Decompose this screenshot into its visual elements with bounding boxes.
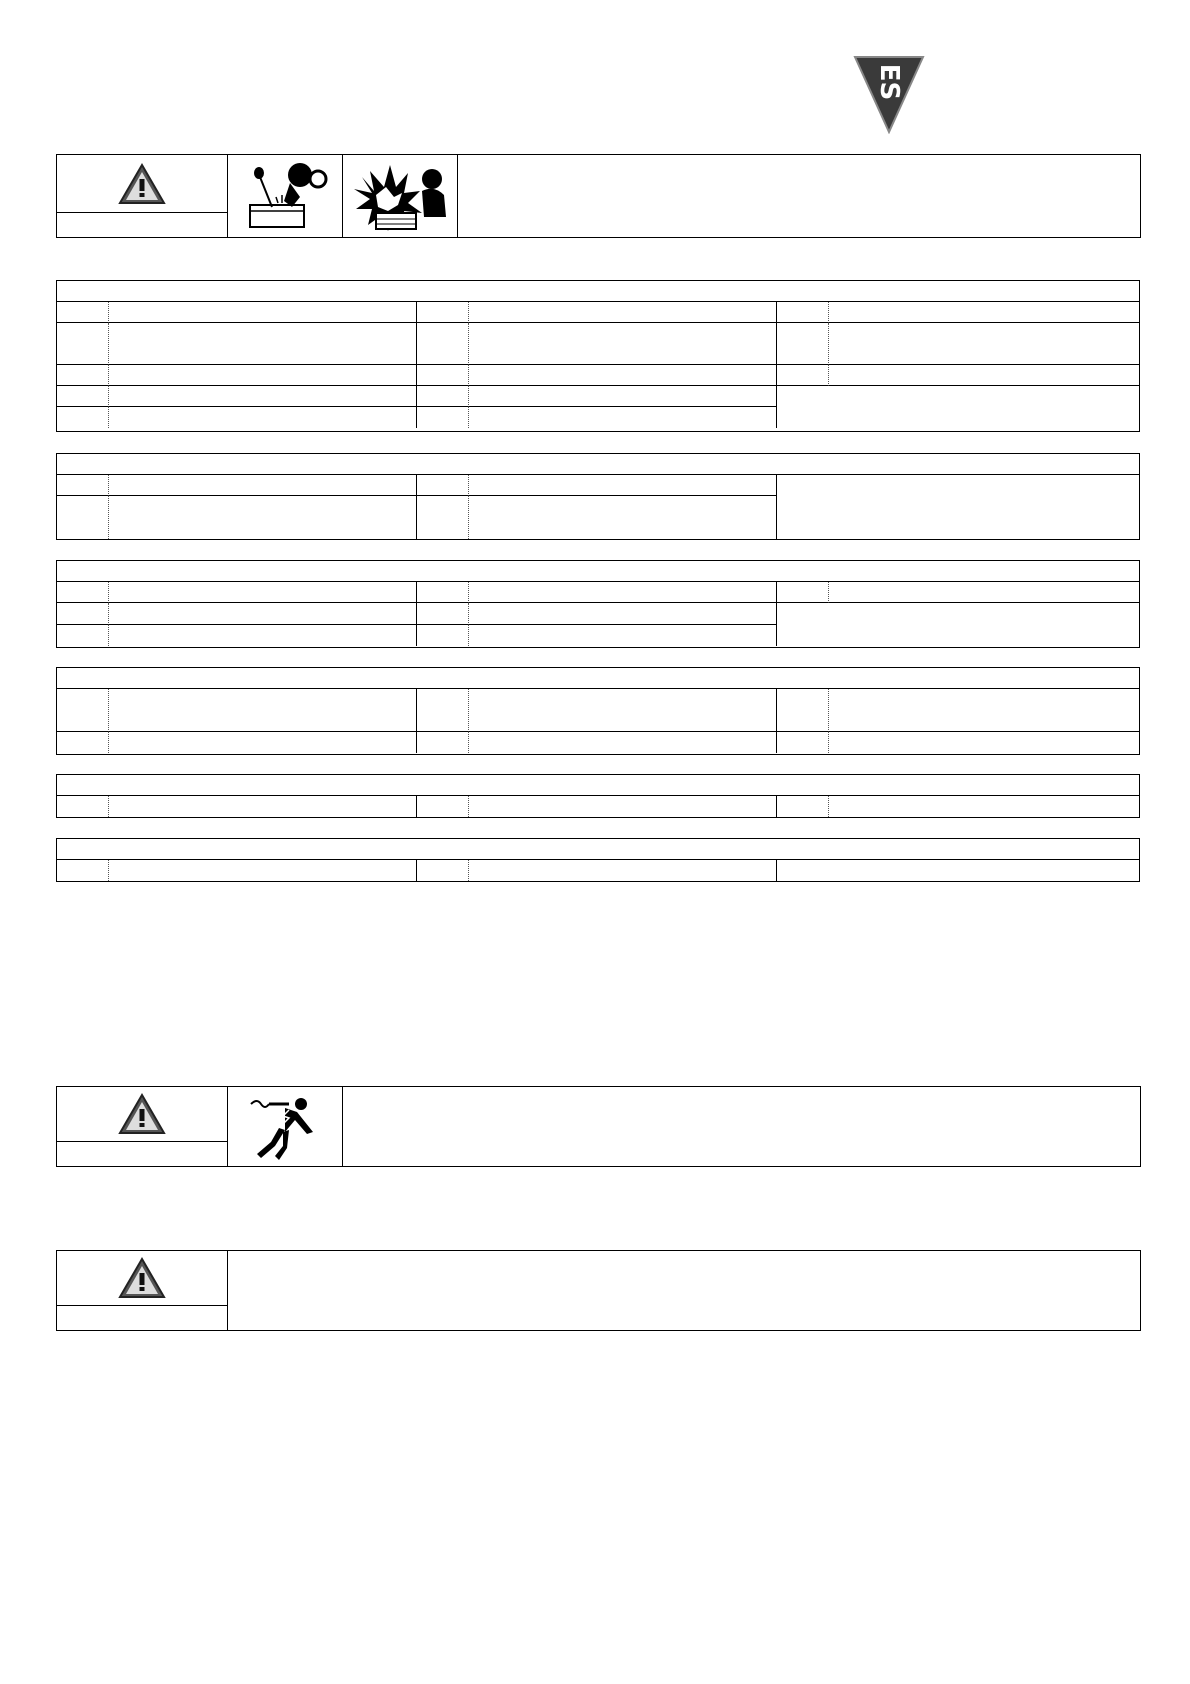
spec-text-cell (109, 475, 417, 496)
spec-text-cell (469, 860, 777, 881)
spec-num-cell (777, 323, 829, 365)
spec-num-cell (417, 732, 469, 753)
spec-grid (57, 302, 1139, 428)
spec-num-cell (777, 796, 829, 817)
spec-grid (57, 475, 1139, 539)
spec-block-title (57, 561, 1139, 582)
spec-text-cell (109, 732, 417, 753)
spec-text-cell (829, 582, 1139, 603)
spec-text-cell (109, 603, 417, 625)
spec-text-cell (109, 496, 417, 539)
spec-text-cell (109, 407, 417, 428)
spec-text-cell (469, 365, 777, 386)
spec-text-cell (469, 603, 777, 625)
spec-num-cell (417, 860, 469, 881)
spec-text-cell (469, 407, 777, 428)
warning-box-battery (56, 154, 1141, 238)
warning-symbol-cell (57, 1251, 228, 1330)
spec-block-title (57, 839, 1139, 860)
warning-box-general (56, 1250, 1141, 1331)
spec-merged-cell (777, 386, 1139, 428)
pictogram-explosion-cell (343, 155, 458, 237)
spec-text-cell (469, 732, 777, 753)
spec-num-cell (57, 302, 109, 323)
warning-text (458, 155, 1140, 237)
signal-word (57, 1141, 227, 1166)
spec-num-cell (57, 625, 109, 646)
spec-num-cell (57, 860, 109, 881)
spec-num-cell (417, 689, 469, 732)
spec-text-cell (469, 323, 777, 365)
spec-num-cell (777, 302, 829, 323)
spec-merged-cell (777, 860, 1139, 881)
spec-text-cell (109, 582, 417, 603)
spec-num-cell (57, 496, 109, 539)
pictogram-battery-cell (228, 155, 343, 237)
spec-block-title (57, 775, 1139, 796)
spec-num-cell (417, 496, 469, 539)
spec-text-cell (469, 582, 777, 603)
spec-num-cell (417, 386, 469, 407)
spec-num-cell (417, 407, 469, 428)
spec-block-title (57, 454, 1139, 475)
spec-grid (57, 860, 1139, 881)
spec-text-cell (829, 796, 1139, 817)
spec-num-cell (417, 323, 469, 365)
warning-text (228, 1251, 1140, 1330)
signal-word (57, 1305, 227, 1330)
spec-num-cell (777, 689, 829, 732)
spec-num-cell (57, 407, 109, 428)
spec-text-cell (109, 386, 417, 407)
warning-triangle-icon (118, 1257, 166, 1299)
battery-acid-icon (240, 157, 330, 235)
spec-text-cell (109, 689, 417, 732)
spec-text-cell (109, 625, 417, 646)
spec-grid (57, 796, 1139, 817)
electric-shock-icon (245, 1092, 325, 1162)
spec-block-6 (56, 838, 1140, 882)
spec-num-cell (57, 582, 109, 603)
spec-grid (57, 582, 1139, 646)
spec-num-cell (417, 365, 469, 386)
spec-grid (57, 689, 1139, 753)
spec-num-cell (57, 603, 109, 625)
spec-text-cell (829, 365, 1139, 386)
spec-text-cell (829, 689, 1139, 732)
spec-num-cell (417, 796, 469, 817)
spec-num-cell (57, 386, 109, 407)
spec-text-cell (469, 302, 777, 323)
spec-text-cell (469, 689, 777, 732)
pictogram-electric-cell (228, 1087, 343, 1166)
spec-text-cell (469, 496, 777, 539)
spec-text-cell (829, 302, 1139, 323)
warning-triangle-icon (118, 1093, 166, 1135)
spec-block-2 (56, 453, 1140, 540)
spec-text-cell (109, 302, 417, 323)
spec-num-cell (777, 732, 829, 753)
warning-symbol-cell (57, 1087, 228, 1166)
language-badge (849, 54, 929, 134)
warning-triangle-icon (118, 163, 166, 205)
spec-text-cell (469, 625, 777, 646)
signal-word (57, 212, 227, 237)
spec-block-1 (56, 280, 1140, 432)
spec-num-cell (417, 582, 469, 603)
warning-text (343, 1087, 1140, 1166)
explosion-icon (348, 157, 452, 235)
spec-text-cell (109, 323, 417, 365)
spec-num-cell (57, 475, 109, 496)
spec-block-title (57, 668, 1139, 689)
spec-merged-cell (777, 603, 1139, 646)
spec-text-cell (109, 860, 417, 881)
spec-num-cell (57, 689, 109, 732)
inverted-triangle-badge-icon (849, 54, 929, 134)
spec-num-cell (417, 475, 469, 496)
spec-num-cell (57, 323, 109, 365)
spec-text-cell (109, 796, 417, 817)
spec-num-cell (57, 732, 109, 753)
spec-num-cell (777, 365, 829, 386)
spec-text-cell (829, 323, 1139, 365)
badge-text: ES (874, 63, 904, 101)
spec-num-cell (777, 582, 829, 603)
spec-text-cell (469, 475, 777, 496)
spec-text-cell (829, 732, 1139, 753)
warning-box-electric (56, 1086, 1141, 1167)
warning-symbol-cell (57, 155, 228, 237)
spec-num-cell (57, 796, 109, 817)
spec-num-cell (417, 625, 469, 646)
spec-block-3 (56, 560, 1140, 648)
spec-block-4 (56, 667, 1140, 755)
spec-num-cell (417, 603, 469, 625)
spec-text-cell (469, 796, 777, 817)
spec-num-cell (57, 365, 109, 386)
spec-block-5 (56, 774, 1140, 818)
spec-merged-cell (777, 475, 1139, 539)
spec-text-cell (109, 365, 417, 386)
spec-block-title (57, 281, 1139, 302)
spec-text-cell (469, 386, 777, 407)
spec-num-cell (417, 302, 469, 323)
